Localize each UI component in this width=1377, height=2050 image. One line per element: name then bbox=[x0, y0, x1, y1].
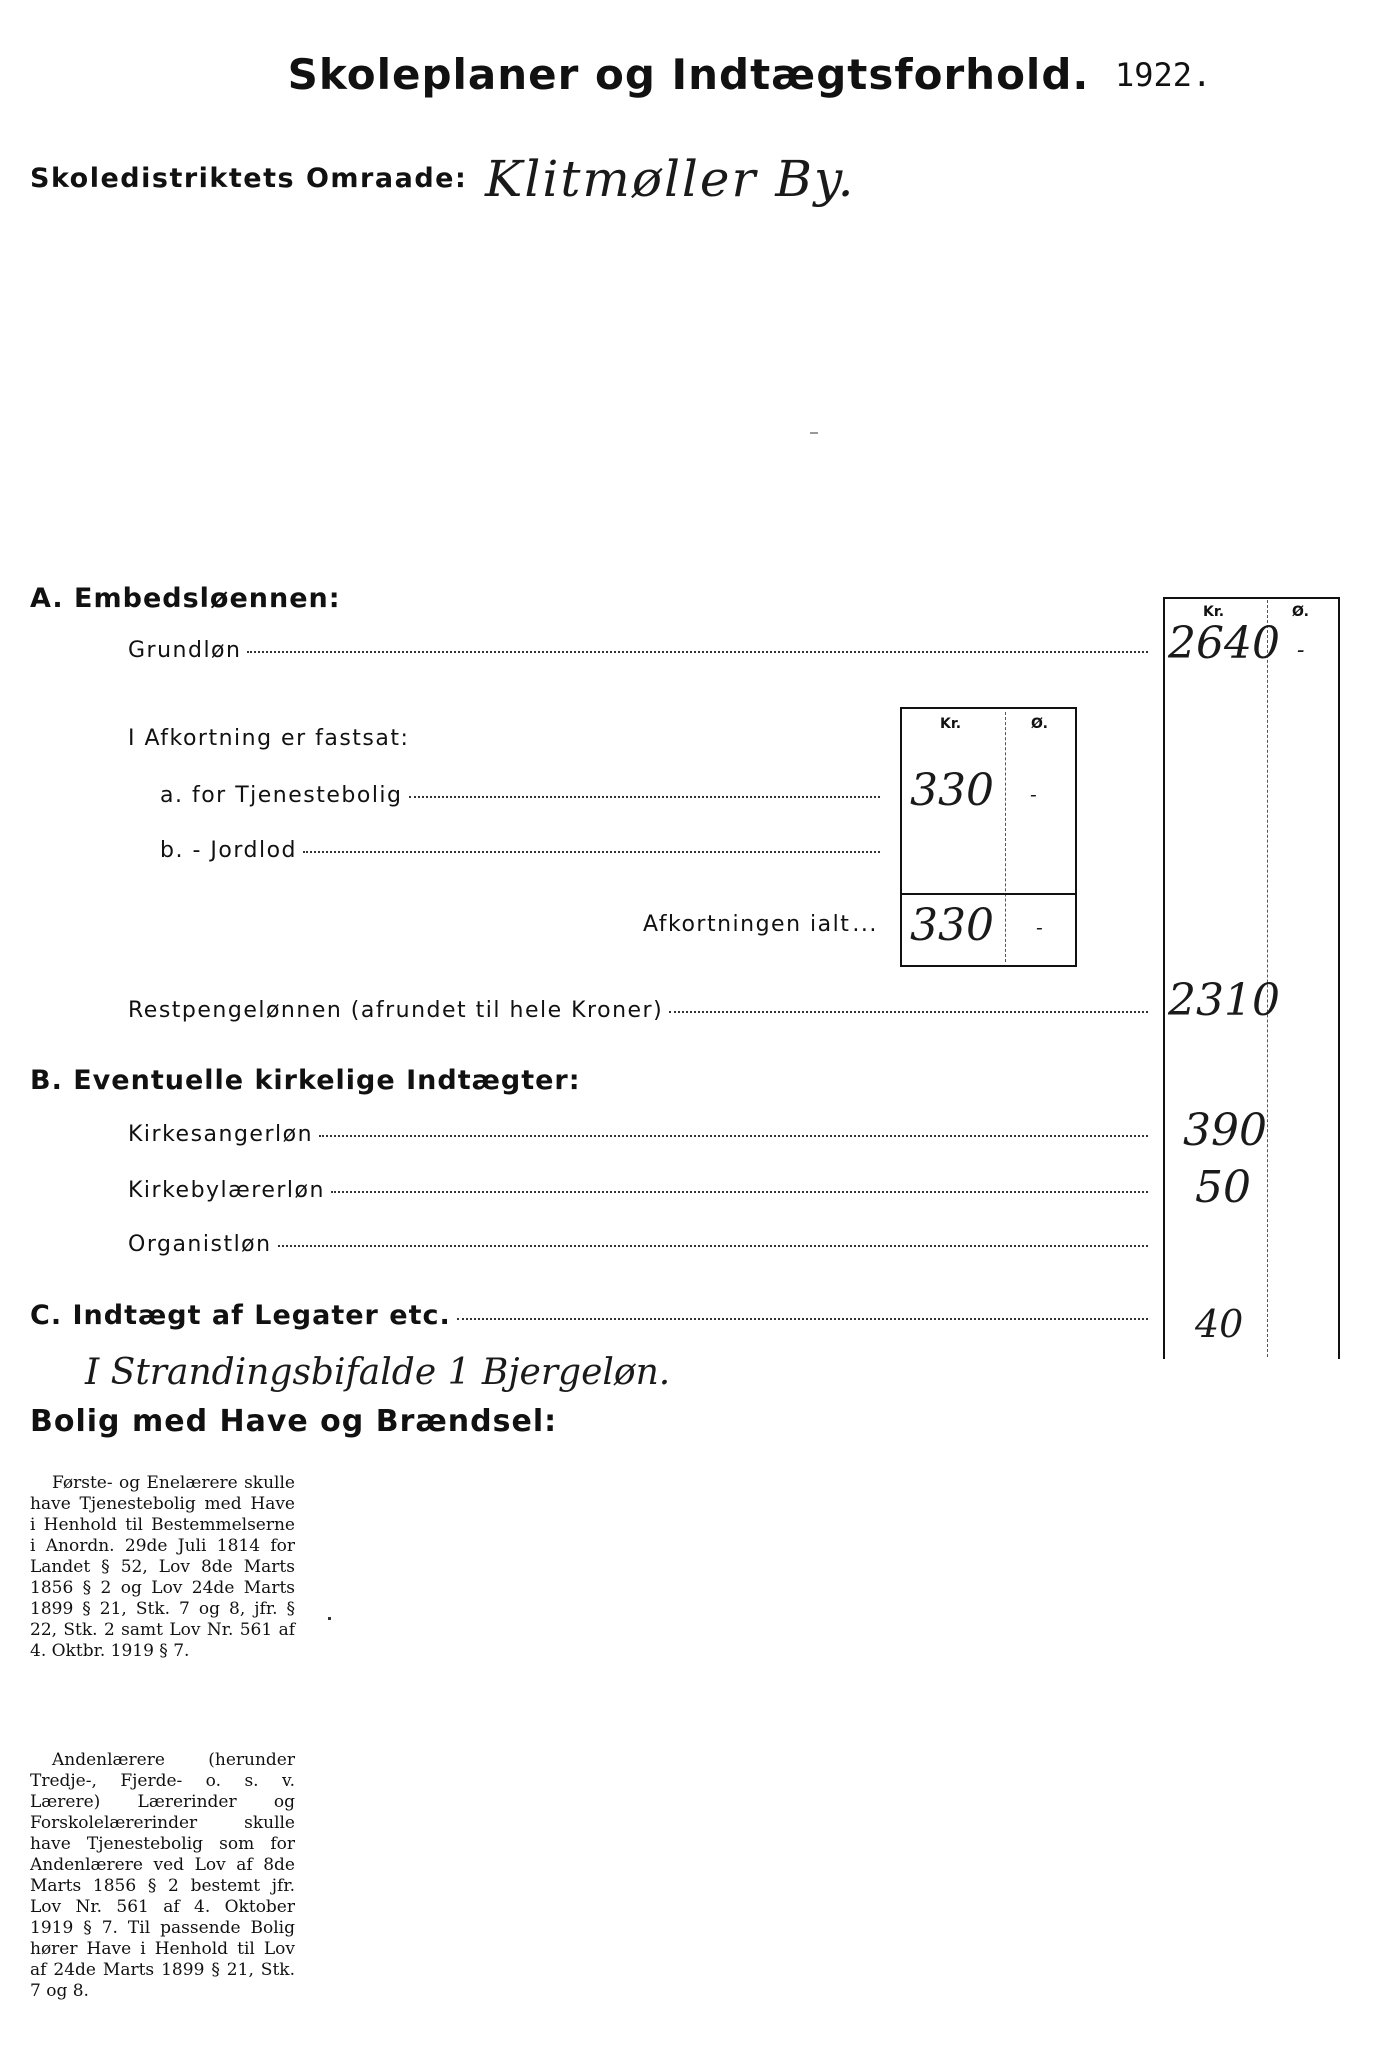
section-b-heading: B. Eventuelle kirkelige Indtægter: bbox=[30, 1065, 581, 1096]
section-c-heading: C. Indtægt af Legater etc. bbox=[30, 1300, 451, 1331]
page-title: Skoleplaner og Indtægtsforhold. bbox=[287, 50, 1090, 99]
bolig-note-forstelaerere: Første- og Enelærere skulle have Tjenestebolig med Have i Henhold til Bestemmelserne i Anordn. 29de Juli 1814 for Landet § 52, Lov 8de Marts 1856 § 2 og Lov 24de Marts 1899 § 21, Stk. 7 og 8, jfr. § 22, Stk. 2 samt Lov Nr. 561 af 4. Oktbr. 1919 § 7. bbox=[30, 1473, 295, 1661]
restpengelonnen-label: Restpengelønnen (afrundet til hele Kroner) bbox=[128, 998, 664, 1023]
district-label: Skoledistriktets Omraade: bbox=[30, 163, 468, 194]
leader-dots bbox=[669, 1010, 1148, 1013]
restpengelonnen-kr: 2310 bbox=[1168, 975, 1280, 1026]
tjenestebolig-kr: 330 bbox=[910, 765, 994, 816]
section-c-row bbox=[30, 1300, 1148, 1331]
bolig-heading: Bolig med Have og Brændsel: bbox=[30, 1404, 558, 1439]
col-kr-header: Kr. bbox=[1203, 604, 1225, 620]
grundlon-row bbox=[128, 638, 1148, 663]
leader-dots bbox=[319, 1134, 1148, 1137]
jordlod-row bbox=[160, 838, 880, 863]
grundlon-kr: 2640 bbox=[1168, 618, 1280, 669]
kirkebylaererlon-label: Kirkebylærerløn bbox=[128, 1178, 325, 1203]
section-c-kr: 40 bbox=[1195, 1302, 1244, 1346]
afkortning-intro: I Afkortning er fastsat: bbox=[128, 726, 410, 751]
leader-dots bbox=[331, 1190, 1148, 1193]
tjenestebolig-label: a. for Tjenestebolig bbox=[160, 783, 403, 808]
organistlon-label: Organistløn bbox=[128, 1232, 272, 1257]
paper-mark bbox=[328, 1617, 331, 1620]
jordlod-label: b. - Jordlod bbox=[160, 838, 297, 863]
tjenestebolig-row bbox=[160, 783, 880, 808]
kirkebylaererlon-kr: 50 bbox=[1195, 1162, 1251, 1213]
section-a-heading: A. Embedsløennen: bbox=[30, 583, 341, 614]
afkortning-ialt-row bbox=[643, 912, 883, 937]
organistlon-row bbox=[128, 1232, 1148, 1257]
leader-dots bbox=[278, 1244, 1148, 1247]
afkortning-ialt-ore: - bbox=[1036, 915, 1043, 939]
leader-dots bbox=[457, 1317, 1148, 1320]
leader-dots bbox=[247, 650, 1148, 653]
afkortning-ialt-dots: ... bbox=[852, 912, 878, 937]
paper-mark bbox=[810, 432, 818, 434]
afkortning-col-ore: Ø. bbox=[1031, 716, 1048, 732]
kirkesangerlon-kr: 390 bbox=[1183, 1105, 1267, 1156]
year-stamp: 1922. bbox=[1115, 56, 1212, 94]
afkortning-sum-line bbox=[902, 893, 1075, 895]
grundlon-label: Grundløn bbox=[128, 638, 242, 663]
afkortning-box-divider bbox=[1005, 712, 1006, 962]
grundlon-ore: - bbox=[1297, 638, 1305, 663]
tjenestebolig-ore: - bbox=[1030, 782, 1037, 806]
kirkesangerlon-row bbox=[128, 1122, 1148, 1147]
afkortning-ialt-label: Afkortningen ialt bbox=[643, 912, 851, 937]
bolig-note-andenlaerere: Andenlærere (herunder Tredje-, Fjerde- o. s. v. Lærere) Lærerinder og Forskolelærerinder skulle have Tjenestebolig som for Andenlærere ved Lov af 8de Marts 1856 § 2 bestemt jfr. Lov Nr. 561 af 4. Oktober 1919 § 7. Til passende Bolig hører Have i Henhold til Lov af 24de Marts 1899 § 21, Stk. 7 og 8. bbox=[30, 1750, 295, 2001]
section-c-handwritten-note: I Strandingsbifalde 1 Bjergeløn. bbox=[85, 1352, 671, 1393]
kirkebylaererlon-row bbox=[128, 1178, 1148, 1203]
leader-dots bbox=[409, 795, 880, 798]
afkortning-col-kr: Kr. bbox=[940, 716, 962, 732]
kirkesangerlon-label: Kirkesangerløn bbox=[128, 1122, 314, 1147]
col-ore-header: Ø. bbox=[1292, 604, 1309, 620]
restpengelonnen-row bbox=[128, 998, 1148, 1023]
afkortning-ialt-kr: 330 bbox=[910, 900, 994, 951]
leader-dots bbox=[303, 850, 880, 853]
district-value: Klitmøller By. bbox=[485, 150, 856, 208]
